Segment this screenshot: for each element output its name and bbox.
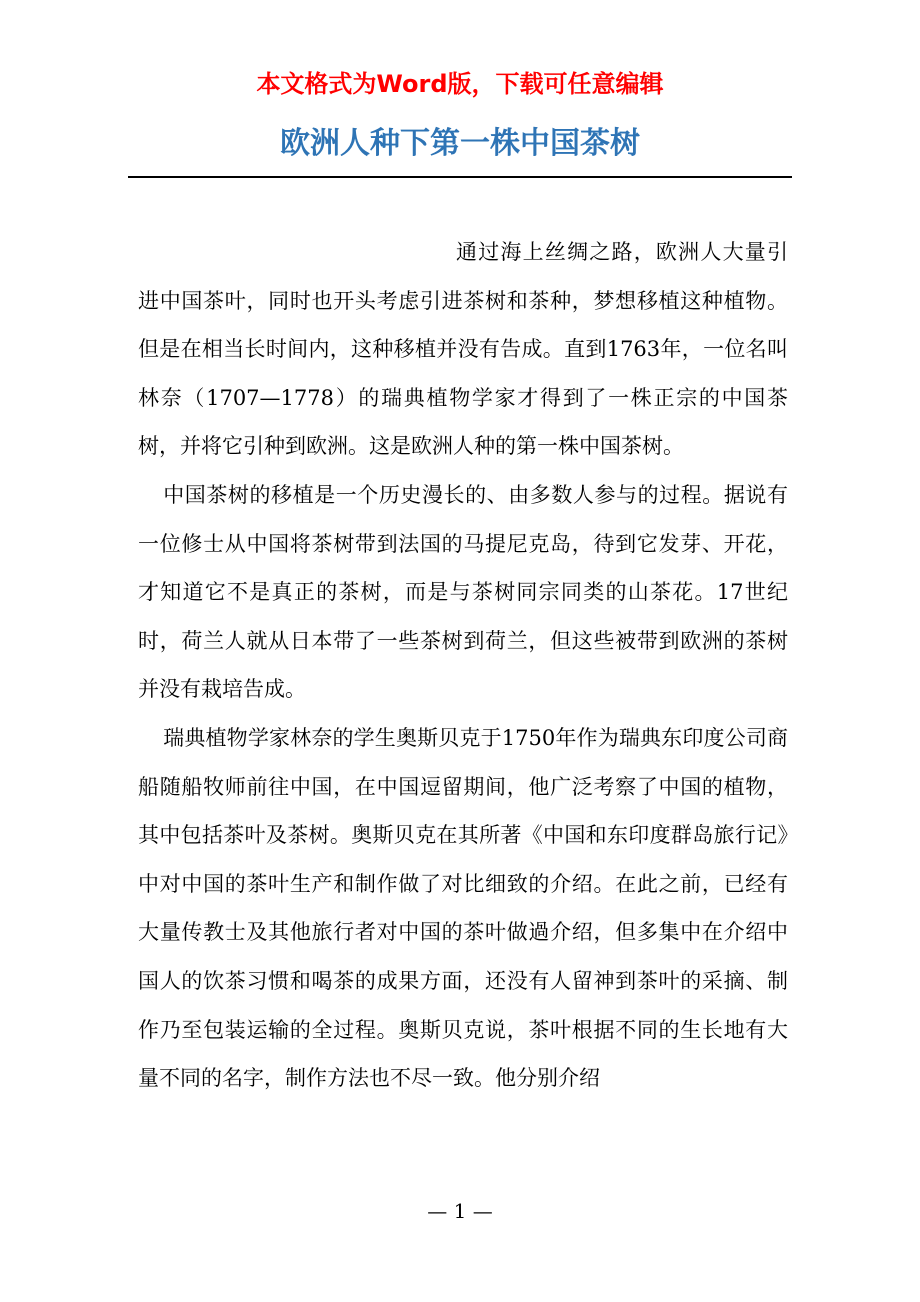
title-divider (128, 176, 792, 178)
document-title: 欧洲人种下第一株中国茶树 (280, 126, 640, 161)
paragraph-2: 中国茶树的移植是一个历史漫长的、由多数人参与的过程。据说有一位修士从中国将茶树带到法国的马提尼克岛，待到它发芽、开花，才知道它不是真正的茶树，而是与茶树同宗同类的山茶花。17世纪时，荷兰人就从日本带了一些茶树到荷兰，但这些被带到欧洲的茶树并没有栽培告成。 (138, 482, 788, 702)
document-body (138, 228, 788, 1103)
paragraph-1: 通过海上丝绸之路，欧洲人大量引进中国茶叶，同时也开头考虑引进茶树和茶种，梦想移植这种植物。但是在相当长时间内，这种移植并没有告成。直到1763年，一位名叫林奈（1707—1778）的瑞典植物学家才得到了一株正宗的中国茶树，并将它引种到欧洲。这是欧洲人种的第一株中国茶树。 (138, 240, 788, 459)
download-notice: 本文格式为Word版，下载可任意编辑 (256, 70, 664, 98)
paragraph-3: 瑞典植物学家林奈的学生奥斯贝克于1750年作为瑞典东印度公司商船随船牧师前往中国，在中国逗留期间，他广泛考察了中国的植物，其中包括茶叶及茶树。奥斯贝克在其所著《中国和东印度群岛旅行记》中对中国的茶叶生产和制作做了对比细致的介绍。在此之前，已经有大量传教士及其他旅行者对中国的茶叶做過介绍，但多集中在介绍中国人的饮茶习惯和喝茶的成果方面，还没有人留神到茶叶的采摘、制作乃至包装运输的全过程。奥斯贝克说，茶叶根据不同的生长地有大量不同的名字，制作方法也不尽一致。他分别介绍 (138, 725, 788, 1091)
page-number: — 1 — (427, 1199, 493, 1223)
